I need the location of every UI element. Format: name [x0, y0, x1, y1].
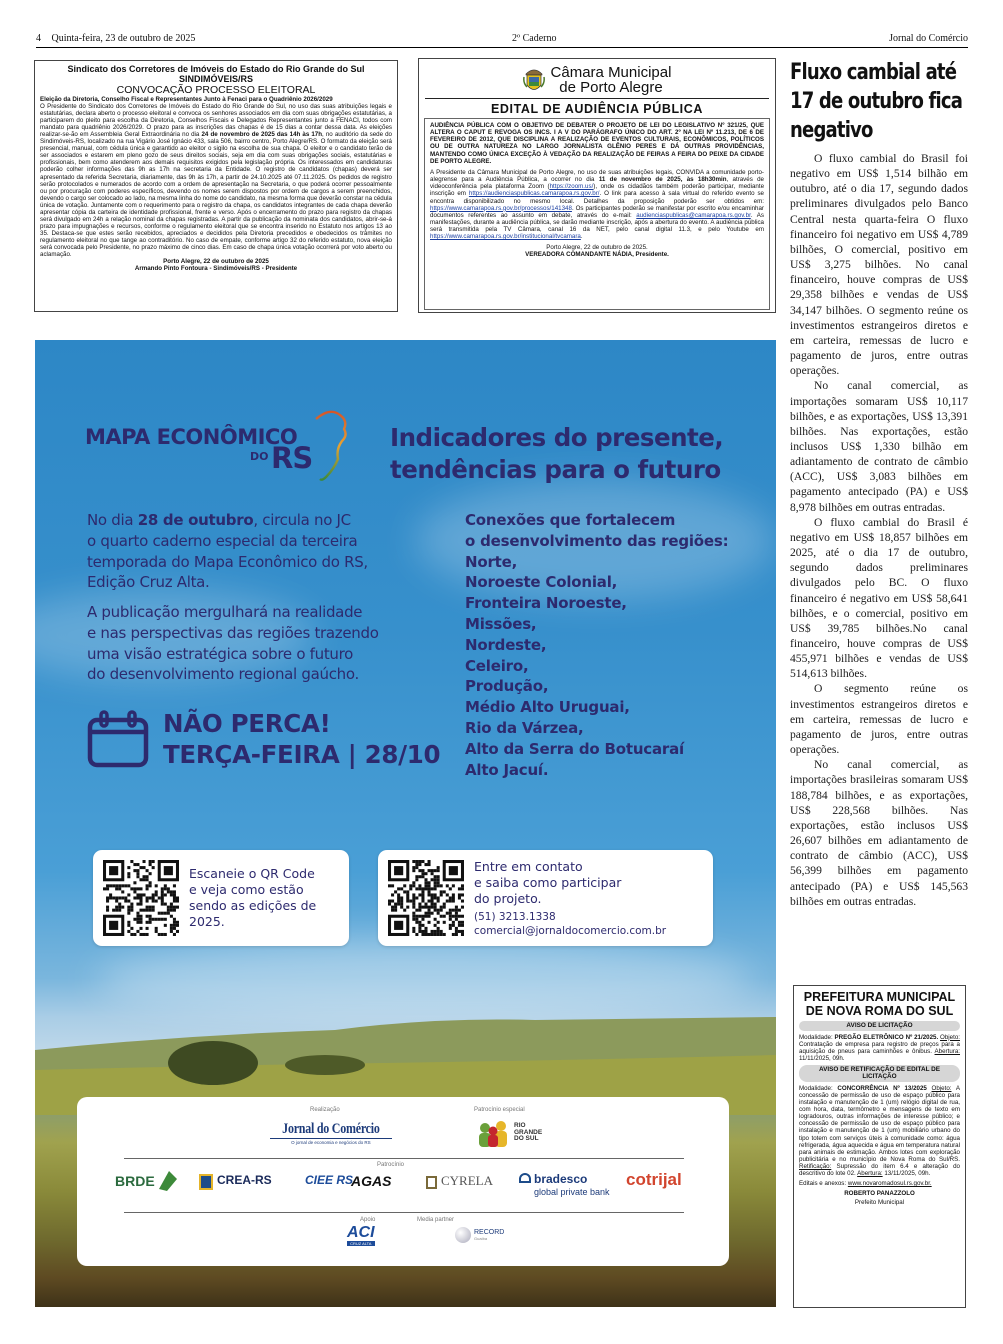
header-date: Quinta-feira, 23 de outubro de 2025: [51, 33, 196, 44]
cotrijal-logo: cotrijal: [626, 1170, 682, 1189]
brde-logo: BRDE: [115, 1173, 155, 1189]
agas-logo: AGAS: [351, 1173, 392, 1189]
patrocinio-label: Patrocínio: [377, 1162, 405, 1168]
region-item: Noroeste Colonial,: [465, 573, 618, 592]
editais-line: [799, 1180, 960, 1187]
rs-word: RIO: [514, 1121, 526, 1129]
region-item: Alto Jacuí.: [465, 760, 549, 779]
camara-summary: AUDIÊNCIA PÚBLICA COM O OBJETIVO DE DEBATER O PROJETO DE LEI DO LEGISLATIVO Nº 321/25, QUE ALTERA O CAPUT E REVOGA OS INCS. I A V DO PARÁGRAFO ÚNICO DO ART. 2º NA LEI Nº 11.213, DE 6 DE FEVEREIRO DE 2012, QUE DISCIPLINA A REALIZAÇÃO DE EVENTOS CULTURAIS, ECONÔMICOS, POLÍTICOS OU DE OUTRA NATUREZA NO LARGO JORNALISTA GLÊNIO PERES E DÁ OUTRAS PROVIDÊNCIAS, MANTENDO COMO ÚNICA EXCEÇÃO À VEDAÇÃO DA REALIZAÇÃO DE FEIRAS A FEIRA DO PEIXE DA CIDADE DE PORTO ALEGRE.: [430, 122, 764, 165]
region-item: Fronteira Noroeste,: [465, 594, 627, 613]
region-item: Rio da Várzea,: [465, 718, 584, 737]
label: Retificação:: [799, 1162, 832, 1170]
camara-paragraph: [430, 169, 764, 241]
region-item: Missões,: [465, 614, 537, 633]
camara-name-line2: de Porto Alegre: [559, 78, 663, 96]
sponsors-panel: [77, 1097, 729, 1266]
body-text: , através de videoconferência pela plataforma Zoom (: [430, 176, 764, 191]
calendar-icon: [87, 710, 149, 768]
zoom-link[interactable]: https://zoom.us/: [549, 183, 594, 191]
cta-line2: TERÇA-FEIRA | 28/10: [163, 740, 441, 769]
aci-name: ACI: [347, 1224, 375, 1241]
abertura: 11/11/2025, 09h.: [799, 1054, 845, 1062]
record-logo: [455, 1227, 504, 1243]
region-item: Norte,: [465, 552, 518, 571]
page-number: 4: [36, 33, 41, 44]
sindicato-signature: Armando Pinto Fontoura - Sindimóveis/RS - Presidente: [134, 265, 298, 273]
modalidade: CONCORRÊNCIA Nº 13/2025: [837, 1084, 927, 1092]
ad-second-paragraph: [87, 602, 379, 685]
intro-line: Edição Cruz Alta.: [87, 573, 210, 592]
prefeitura-title: PREFEITURA MUNICIPAL DE NOVA ROMA DO SUL: [803, 990, 956, 1018]
publication-date: 28 de outubro: [137, 511, 254, 529]
qr-line: do projeto.: [474, 890, 542, 906]
qr-card-editions[interactable]: [93, 850, 349, 946]
camara-place-date: Porto Alegre, 22 de outubro de 2025.: [546, 243, 648, 251]
mapa-economico-logo: [85, 425, 375, 485]
realizacao-label: Realização: [310, 1107, 340, 1113]
qr-card-text: [189, 866, 316, 930]
mapa-economico-ad: [35, 340, 776, 1307]
para-line: uma visão estratégica sobre o futuro: [87, 644, 354, 663]
sindicato-org: Sindicato dos Corretores de Imóveis do Estado do Rio Grande do Sul: [67, 64, 365, 74]
label: Editais e anexos:: [799, 1180, 847, 1188]
process-link[interactable]: https://www.camarapoa.rs.gov.br/processos/141348: [430, 204, 572, 212]
body-text: . O link para acesso à sala virtual do referido evento se encontra disponibilizado no mesmo local. Detalhes da proposição poderão ser obtidos em:: [430, 190, 764, 205]
crea-rs-logo: CREA-RS: [217, 1173, 272, 1187]
contact-email[interactable]: comercial@jornaldocomercio.com.br: [474, 924, 667, 937]
editais-link[interactable]: www.novaromadosul.rs.gov.br.: [847, 1180, 932, 1188]
ciee-rs-logo: CIEE RS: [305, 1173, 354, 1187]
qr-line: e saiba como participar: [474, 874, 622, 890]
abertura: 13/11/2025, 09h.: [884, 1170, 931, 1177]
intro-line: o quarto caderno especial da terceira: [87, 531, 358, 550]
intro-line: temporada do Mapa Econômico do RS,: [87, 552, 368, 571]
text: , circula no JC: [253, 511, 351, 529]
sindicato-place-date: Porto Alegre, 22 de outubro de 2025: [163, 258, 269, 266]
camara-signature: VEREADORA COMANDANTE NÁDIA, Presidente.: [525, 250, 669, 258]
body-text: .: [580, 233, 583, 241]
label: Abertura:: [857, 1170, 883, 1177]
signer-role: Prefeito Municipal: [854, 1199, 905, 1207]
brde-leaf-icon: [157, 1169, 179, 1193]
record-name: RECORD: [474, 1229, 505, 1236]
camara-body: [424, 118, 770, 310]
qr-line: Entre em contato: [474, 858, 583, 874]
publication-name: Jornal do Comércio: [889, 33, 968, 44]
governo-rs-logo: [477, 1119, 542, 1147]
crea-emblem-icon: [199, 1174, 213, 1190]
divider: [124, 1158, 684, 1159]
record-sub: Guaíba: [474, 1236, 488, 1241]
camara-brand: [425, 61, 769, 99]
record-globe-icon: [455, 1227, 471, 1243]
label: Modalidade:: [799, 1033, 833, 1041]
label: Objeto:: [940, 1033, 960, 1041]
text: No dia: [87, 511, 138, 529]
body-text: ), onde os cidadãos também poderão participar, mediante inscrição em: [430, 183, 765, 198]
hearing-date: 11 de novembro de 2025, às 18h30min: [598, 176, 727, 184]
para-line: e nas perspectivas das regiões trazendo: [87, 623, 379, 642]
objeto: Contratação de empresa para registro de preços para a aquisição de pneus para caminhões e ônibus.: [799, 1040, 960, 1055]
licitacao-text: [799, 1034, 960, 1062]
intro-first-line: [87, 510, 368, 531]
bradesco-subtitle: global private bank: [534, 1187, 610, 1197]
qr-code-icon[interactable]: [388, 860, 464, 936]
bradesco-emblem-icon: [519, 1173, 531, 1183]
region-item: Alto da Serra do Botucaraí: [465, 739, 684, 758]
regions-intro: o desenvolvimento das regiões:: [465, 531, 729, 550]
camara-name: [551, 65, 672, 95]
article-paragraph: No canal comercial, as importações somaram US$ 10,117 bilhões, e as exportações, US$ 13,391 bilhões. Nas exportações, estão inclusos US$ 1,330 bilhão em adiantamento de contrato de câmbio (ACC), US$ 3,083 bilhões em pagamento antecipado (PA) e US$ 8,978 bilhões em outras entradas.: [790, 379, 968, 514]
sindicato-title: CONVOCAÇÃO PROCESSO ELEITORAL: [116, 84, 316, 96]
cyrela-emblem-icon: [426, 1176, 437, 1189]
rs-word: DO SUL: [514, 1135, 539, 1143]
contact-phone[interactable]: (51) 3213.1338: [474, 910, 556, 923]
section-name: 2º Caderno: [512, 33, 557, 44]
label: Objeto:: [931, 1084, 952, 1092]
modalidade: PREGÃO ELETRÔNICO Nº 21/2025.: [834, 1033, 939, 1041]
ad-intro-paragraph: [87, 510, 368, 593]
jc-logo-name: Jornal do Comércio: [282, 1121, 380, 1137]
para-line: A publicação mergulhará na realidade: [87, 603, 363, 621]
article-fluxo-cambial: [790, 58, 968, 909]
region-item: Celeiro,: [465, 656, 529, 675]
article-body: [790, 151, 968, 909]
jc-logo-tagline: O jornal de economia e negócios do RS: [270, 1138, 392, 1145]
body-text: A Presidente da Câmara Municipal de Porto Alegre, no uso de suas atribuições legais, CONVIDA a comunidade porto-alegrense para a Audiência Pública, a ocorrer no dia: [430, 168, 764, 184]
qr-card-contact[interactable]: [378, 850, 713, 946]
article-paragraph: No canal comercial, as importações brasileiras somaram US$ 188,784 bilhões, e as exportações, US$ 228,568 bilhões. Nas exportações, estão inclusos US$ 26,607 bilhões em adiantamento de contrato de câmbio (ACC), US$ 56,399 bilhões em pagamento antecipado (PA) e US$ 145,563 bilhões em outras entradas.: [790, 758, 968, 908]
body-text: , no auditório da sede do Sindimóveis-RS, localizado na rua Vigário José Ignácio 433, sala 506, bairro centro, Porto Alegre/RS. O formato da eleição será presencial, manual, com cédula única e garantido ao eleitor o sigilo na escolha de sua chapa. O eleitor e o candidato terão de ser associados e estarem em pleno gozo de seus direitos sociais, seja em dia com suas obrigações sociais, estatutárias e profissionais, bem como atenderem aos demais requisitos exigidos pela legislação própria. Os interessados em candidaturas poderão colher informações das 9h as 17h na secretaria da Entidade. O registro de candidatos (chapas) deverá ser apresentado da referida Secretaria, diariamente, das 9h às 17h, a partir de 24.10.2025 até 07.11.2025. Os pedidos de registro serão protocolados e numerados de acordo com a ordem de apresentação na Secretaria, o que poderá ocorrer pessoalmente ou por procuração com poderes específicos, devendo os nomes serem dispostos por ordem de cargos a serem preenchidos, devendo o cargo ser colocado ao lado, na mesma linha do nome do candidato, na mesma forma que deverão constar na cédula única de votação. Juntamente com o requerimento para o registro da chapa, os candidatos integrantes de cada chapa deverão apresentar cópia da carteira de identidade profissional, frente e verso. Após o encerramento do prazo para registro da chapas será divulgado em 24h a relação nominal da chapas registradas. A partir da publicação da nominata dos candidatos, abrir-se-á prazo para impugnações e recursos, conforme o regulamento eleitoral que se encontra inserido no Estatuto nos artigos 13 ao 35. Destaca-se que estes serão recebidos, apreciados e decididos pela Diretoria precedidos e obedecidos os trâmites no regulamento eleitoral no que tange ao contraditório. No caso de empate, conforme artigo 32 do referido estatuto, nova eleição será convocada pelo Presidente, no prazo máximo de cinco dias. Em caso de chapa única votação ocorrerá por voto aberto ou aclamação.: [40, 131, 393, 259]
registration-link[interactable]: https://audienciaspublicas.camarapoa.rs.gov.br/: [468, 190, 600, 198]
article-paragraph: O fluxo cambial do Brasil foi negativo em US$ 1,514 bilhão em outubro, até o dia 17, segundo dados preliminares divulgados pelo Banco Central nesta quarta-feira O fluxo financeiro foi negativo em US$ 4,789 bilhões, O comercial, positivo em US$ 3,275 bilhões. No canal financeiro, houve compras de US$ 29,358 bilhões e vendas de US$ 34,147 bilhões. O segmento reúne os investimentos estrangeiros diretos e em carteira, remessas de lucro e pagamento de juros, entre outras operações.: [790, 152, 968, 378]
aci-sub: CRUZ ALTA: [347, 1241, 375, 1246]
section-aviso-licitacao: AVISO DE LICITAÇÃO: [799, 1021, 960, 1031]
qr-line: Escaneie o QR Code: [189, 866, 315, 881]
people-silhouette-icon: [477, 1119, 511, 1147]
sindicato-body: [40, 103, 392, 258]
signer-name: ROBERTO PANAZZOLO: [844, 1190, 915, 1198]
region-item: Produção,: [465, 677, 549, 696]
body-text: . Os participantes poderão se manifestar por escrito e/ou encaminhar documentos referentes ao assunto em debate, através do e-mail:: [430, 204, 764, 219]
rs-word: GRANDE: [514, 1128, 543, 1136]
ad-headline: [390, 422, 723, 486]
cyrela-logo: CYRELA: [441, 1173, 493, 1188]
para-line: do desenvolvimento regional gaúcho.: [87, 665, 359, 684]
qr-card-text: [474, 859, 666, 938]
logo-rs-text: RS: [271, 441, 313, 475]
election-date: 24 de novembro de 2025 das 14h às 17h: [201, 131, 323, 139]
qr-line: 2025.: [189, 914, 225, 929]
email-link[interactable]: audienciaspublicas@camarapoa.rs.gov.br: [636, 211, 751, 219]
retificacao-text: [799, 1085, 960, 1177]
camara-notice: [418, 58, 776, 313]
page-header: [36, 32, 968, 48]
camara-title: EDITAL DE AUDIÊNCIA PÚBLICA: [490, 102, 704, 116]
porto-alegre-crest-icon: [523, 65, 545, 95]
apoio-label: Apoio: [360, 1217, 376, 1223]
bradesco-logo: bradesco: [534, 1172, 588, 1186]
rs-logo-text: [514, 1123, 542, 1143]
region-item: Médio Alto Uruguai,: [465, 698, 630, 717]
sindicato-org-short: SINDIMÓVEIS/RS: [178, 74, 253, 84]
ad-headline-line1: Indicadores do presente,: [390, 423, 724, 452]
patrocinio-especial-label: Patrocínio especial: [474, 1107, 525, 1113]
regions-intro: Conexões que fortalecem: [465, 511, 676, 529]
qr-code-icon[interactable]: [103, 860, 179, 936]
region-item: Nordeste,: [465, 635, 547, 654]
regions-list: [465, 510, 728, 780]
objeto: A concessão de permissão de uso de espaço público para instalação e manutenção de 1 (um) relógio digital de rua, com hora, data, termômetro e mensagens de texto em logradouros, outras informações de interesse público; e concessão de permissão de uso de espaço público para instalação e manutenção de 1 (um) mobiliário urbano do tipo totem com serviços úteis à comunidade como: água refrigerada, água aquecida e água em temperatura natural para animais de estimação. Ambos lotes com exploração publicitária e no município de Nova Roma do Sul/RS.: [799, 1084, 960, 1163]
cta-line1: NÃO PERCA!: [163, 709, 331, 738]
aci-logo: [347, 1225, 375, 1246]
logo-mapa-economico-text: MAPA ECONÔMICO: [85, 425, 298, 449]
article-paragraph: O fluxo cambial do Brasil é negativo em US$ 18,857 bilhões em 2025, até o dia 17 de outubro, segundo dados preliminares divulgados pelo BC. O fluxo financeiro é negativo em US$ 58,641 bilhões, e o comercial, positivo em US$ 39,785 bilhões.No canal financeiro, houve compras de US$ 455,971 bilhões e vendas de US$ 514,613 bilhões.: [790, 515, 968, 681]
cta-text: [163, 708, 440, 770]
sindicato-notice: [34, 60, 398, 312]
retificacao: Supressão do item 6.4 e alteração do descritivo do lote 02.: [799, 1162, 960, 1177]
logo-do-text: DO: [250, 450, 269, 463]
body-text: O Presidente do Sindicato dos Corretores de Imóveis do Estado do Rio Grande do Sul, no uso das suas atribuições legais e estatutárias, declara aberto o processo eleitoral e convoca os senhores associados em dia com suas obrigações estatutárias, a participarem do pleito para escolha da Diretoria, Conselhos Fiscais e Delegados Representantes junto a FENACI, todos com mandato para quadriênio 2026/2029. O prazo para as inscrições das chapas é de 15 dias a contar dessa data. As eleições realizar-se-ão em Assembleia Geral Extraordinária no dia: [40, 103, 392, 139]
article-headline: Fluxo cambial até 17 de outubro fica negativo: [790, 60, 963, 143]
qr-line: sendo as edições de: [189, 898, 317, 913]
section-aviso-retificacao: AVISO DE RETIFICAÇÃO DE EDITAL DE LICITAÇÃO: [799, 1065, 960, 1082]
rs-map-outline-icon: [310, 407, 350, 485]
media-partner-label: Media partner: [417, 1217, 455, 1223]
ad-headline-line2: tendências para o futuro: [390, 455, 721, 484]
camara-name-line1: Câmara Municipal: [550, 63, 672, 81]
article-paragraph: O segmento reúne os investimentos estrangeiros diretos e em carteira, remessas de lucro e pagamento de juros, entre outras operações.: [790, 682, 968, 757]
header-left: [36, 33, 195, 44]
cta-block: [87, 708, 440, 770]
jornal-do-comercio-logo: [270, 1120, 392, 1145]
qr-line: e veja como estão: [189, 882, 304, 897]
divider: [124, 1212, 684, 1213]
prefeitura-notice: [793, 985, 966, 1308]
body-text: . As manifestações, durante a audiência pública, se darão mediante inscrição, após a abertura do evento. A audiência pública será transmitida pela TV Câmara, canal 16 da NET, pelo canal digital 11.3, e pelo Youtube em: [430, 211, 764, 234]
label: Modalidade:: [799, 1084, 833, 1092]
label: Abertura:: [934, 1047, 960, 1055]
tv-camara-link[interactable]: https://www.camarapoa.rs.gov.br/institucional/tvcamara: [430, 233, 581, 241]
sindicato-subtitle: Eleição da Diretoria, Conselho Fiscal e Representantes Junto à Fenaci para o Quadriênio 2026/2029: [40, 96, 333, 103]
